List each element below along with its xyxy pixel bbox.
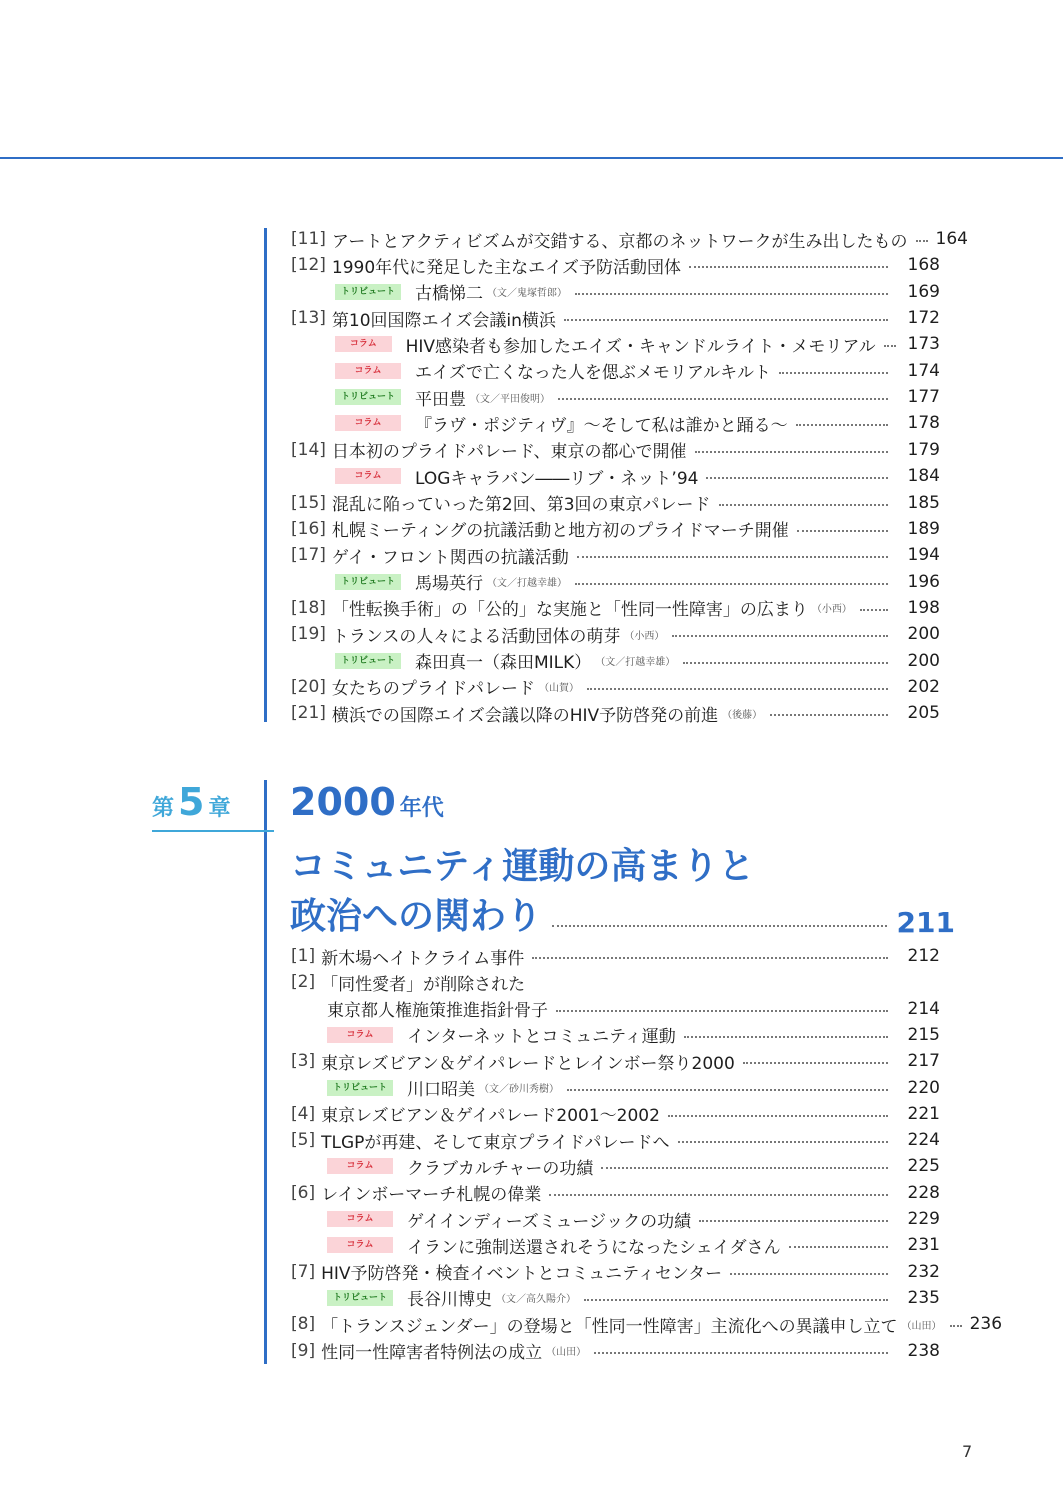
entry-number: [12]: [291, 255, 326, 276]
entry-number: [11]: [291, 229, 326, 249]
chapter-title-line1: コミュニティ運動の高まりと: [290, 846, 755, 887]
toc-entry[interactable]: [291, 969, 940, 995]
entry-title: クラブカルチャーの功績: [407, 1158, 594, 1179]
entry-page-number: 174: [907, 360, 940, 381]
entry-title: トランスの人々による活動団体の萌芽: [331, 626, 621, 647]
toc-entry[interactable]: [291, 305, 940, 331]
entry-title: 古橋悌二: [415, 284, 483, 305]
tribute-badge: トリビュート: [335, 389, 401, 405]
entry-page-number: 173: [907, 334, 940, 355]
entry-author-note: （文／鬼塚哲郎）: [487, 288, 567, 300]
toc-entry[interactable]: [291, 542, 940, 568]
entry-title: 混乱に陥っていった第2回、第3回の東京パレード: [331, 495, 711, 515]
toc-entry[interactable]: [335, 358, 940, 384]
dot-leader: [549, 1194, 888, 1196]
entry-page-number: 229: [907, 1209, 940, 1229]
dot-leader: [719, 504, 888, 506]
entry-title: HIV予防啓発・検査イベントとコミュニティセンター: [321, 1264, 723, 1285]
entry-title: 『ラヴ・ポジティヴ』〜そして私は誰かと踊る〜: [415, 415, 788, 436]
entry-page-number: 205: [907, 703, 940, 724]
entry-title: 森田真一（森田MILK）: [415, 653, 592, 674]
entry-page-number: 184: [907, 466, 940, 487]
entry-number: [5]: [291, 1130, 316, 1151]
entry-title: 性同一性障害者特例法の成立: [321, 1343, 543, 1363]
chapter-decade: [290, 780, 444, 824]
toc-entry[interactable]: [291, 252, 940, 278]
entry-title: 1990年代に発足した主なエイズ予防活動団体: [331, 257, 681, 278]
toc-entry[interactable]: [327, 1285, 940, 1311]
entry-number: [14]: [291, 439, 326, 460]
entry-title: HIV感染者も参加したエイズ・キャンドルライト・メモリアル: [405, 336, 876, 357]
dot-leader: [684, 1036, 888, 1038]
tribute-badge: トリビュート: [335, 574, 401, 590]
page-folio: 7: [962, 1442, 973, 1461]
entry-author-note: （文／打越幸雄）: [595, 657, 676, 669]
entry-title: LOGキャラバン――リブ・ネット’94: [415, 468, 699, 489]
entry-number: [2]: [291, 972, 316, 993]
dot-leader: [601, 1167, 888, 1169]
dot-leader: [532, 957, 888, 959]
chapter-decade-unit: 年代: [399, 796, 444, 821]
toc-entry[interactable]: [291, 943, 940, 969]
entry-title: アートとアクティビズムが交錯する、京都のネットワークが生み出したもの: [331, 231, 908, 252]
entry-page-number: 212: [907, 946, 940, 966]
toc-entry[interactable]: [291, 1311, 1003, 1337]
column-badge: コラム: [335, 468, 401, 484]
entry-author-note: （文／打越幸雄）: [487, 578, 567, 590]
dot-leader: [575, 293, 888, 295]
entry-title: 平田豊: [415, 389, 466, 410]
entry-author-note: （山賀）: [539, 683, 580, 695]
chapter-label: [152, 780, 230, 824]
dot-leader: [770, 714, 888, 716]
entry-page-number: 178: [907, 413, 940, 434]
entry-number: [17]: [291, 545, 326, 566]
dot-leader: [584, 1299, 888, 1301]
dot-leader: [797, 530, 888, 532]
entry-page-number: 164: [935, 229, 968, 249]
entry-title: 東京レズビアン＆ゲイパレードとレインボー祭り2000: [321, 1053, 735, 1074]
toc-entry[interactable]: [291, 621, 940, 647]
tribute-badge: トリビュート: [327, 1080, 393, 1096]
dot-leader: [699, 1220, 888, 1222]
entry-author-note: （山田）: [901, 1320, 942, 1332]
entry-number: [8]: [291, 1314, 316, 1335]
entry-page-number: 225: [907, 1156, 940, 1177]
entry-page-number: 200: [907, 624, 940, 645]
entry-title: ゲイインディーズミュージックの功績: [407, 1211, 692, 1232]
dot-leader: [575, 583, 888, 585]
entry-page-number: 215: [907, 1024, 940, 1045]
entry-title: インターネットとコミュニティ運動: [407, 1027, 676, 1048]
entry-number: [15]: [291, 492, 326, 513]
toc-entry[interactable]: [335, 569, 940, 595]
dot-leader: [706, 477, 888, 479]
toc-entry[interactable]: [327, 1075, 940, 1101]
entry-title: 長谷川博史: [407, 1290, 492, 1311]
toc-entry[interactable]: [335, 410, 940, 436]
toc-entry[interactable]: [335, 279, 940, 305]
entry-page-number: 217: [907, 1051, 940, 1072]
entry-page-number: 200: [907, 650, 940, 671]
chapter-label-prefix: 第: [152, 796, 175, 821]
entry-title: 「同性愛者」が削除された: [321, 974, 526, 995]
dot-leader: [689, 266, 888, 268]
entry-title: 川口昭美: [407, 1080, 475, 1100]
entry-title: エイズで亡くなった人を偲ぶメモリアルキルト: [415, 363, 771, 384]
tribute-badge: トリビュート: [335, 653, 401, 669]
entry-title: 新木場ヘイトクライム事件: [321, 948, 525, 969]
entry-title: 横浜での国際エイズ会議以降のHIV予防啓発の前進: [331, 705, 719, 726]
tribute-badge: トリビュート: [327, 1290, 393, 1306]
column-badge: コラム: [327, 1211, 393, 1227]
column-badge: コラム: [327, 1158, 393, 1174]
toc-entry[interactable]: [291, 226, 968, 252]
column-badge: コラム: [335, 363, 401, 379]
toc-entry[interactable]: [327, 1206, 940, 1232]
toc-entry[interactable]: [335, 331, 940, 357]
entry-page-number: 202: [907, 676, 940, 697]
toc-entry[interactable]: [291, 1180, 940, 1206]
entry-page-number: 196: [907, 571, 940, 592]
dot-leader: [695, 451, 888, 453]
entry-title: 札幌ミーティングの抗議活動と地方初のプライドマーチ開催: [331, 521, 789, 542]
entry-author-note: （小西）: [624, 630, 665, 642]
entry-number: [9]: [291, 1340, 316, 1361]
entry-title: ゲイ・フロント関西の抗議活動: [331, 547, 569, 568]
entry-title: 東京都人権施策推進指針骨子: [327, 1001, 548, 1022]
dot-leader: [860, 609, 888, 611]
entry-page-number: 235: [907, 1287, 940, 1308]
entry-page-number: 198: [907, 597, 940, 618]
entry-number: [3]: [291, 1051, 316, 1072]
dot-leader: [884, 345, 896, 347]
entry-page-number: 228: [907, 1182, 940, 1203]
dot-leader: [558, 398, 888, 400]
entry-title: 日本初のプライドパレード、東京の都心で開催: [331, 442, 687, 463]
entry-title: 馬場英行: [415, 574, 483, 595]
dot-leader: [556, 1010, 888, 1012]
toc-entry[interactable]: [291, 490, 940, 516]
toc-entry[interactable]: [327, 1153, 940, 1179]
entry-page-number: 231: [907, 1235, 940, 1256]
entry-number: [16]: [291, 518, 326, 539]
entry-number: [7]: [291, 1261, 316, 1282]
toc-entry[interactable]: [291, 1127, 940, 1153]
entry-page-number: 185: [907, 492, 940, 513]
entry-title: 「性転換手術」の「公的」な実施と「性同一性障害」の広まり: [331, 600, 808, 621]
entry-page-number: 168: [907, 255, 940, 276]
toc-entry[interactable]: [291, 674, 940, 700]
dot-leader: [672, 635, 888, 637]
toc-entry[interactable]: [291, 1048, 940, 1074]
entry-author-note: （山田）: [546, 1347, 587, 1358]
dot-leader: [779, 372, 888, 374]
entry-page-number: 238: [907, 1340, 940, 1361]
entry-page-number: 189: [907, 518, 940, 539]
dot-leader: [916, 240, 928, 242]
entry-page-number: 221: [907, 1103, 940, 1124]
dot-leader: [950, 1325, 962, 1327]
section-bar-part4: [264, 228, 267, 722]
toc-entry[interactable]: [327, 996, 940, 1022]
entry-number: [18]: [291, 597, 326, 618]
entry-title: 東京レズビアン＆ゲイパレード2001〜2002: [321, 1106, 660, 1127]
header-rule: [0, 157, 1063, 159]
entry-page-number: 194: [907, 545, 940, 566]
entry-page-number: 214: [907, 998, 940, 1019]
entry-page-number: 169: [907, 281, 940, 302]
entry-author-note: （文／平田俊明）: [470, 393, 550, 405]
chapter-decade-year: 2000: [290, 780, 396, 824]
entry-page-number: 172: [907, 308, 940, 329]
entry-number: [4]: [291, 1103, 316, 1124]
dot-leader: [743, 1062, 888, 1064]
entry-page-number: 224: [907, 1130, 940, 1151]
dot-leader: [587, 688, 888, 690]
entry-title: TLGPが再建、そして東京プライドパレードへ: [321, 1132, 670, 1153]
section-bar-chapter5: [264, 780, 267, 1364]
toc-entry[interactable]: [335, 384, 940, 410]
dot-leader: [567, 1089, 888, 1091]
toc-entry[interactable]: [291, 1259, 940, 1285]
entry-title: 女たちのプライドパレード: [331, 679, 536, 700]
entry-title: レインボーマーチ札幌の偉業: [321, 1185, 542, 1206]
dot-leader: [789, 1246, 888, 1248]
entry-title: イランに強制送還されそうになったシェイダさん: [407, 1237, 781, 1258]
toc-entry[interactable]: [291, 1101, 940, 1127]
chapter-rule: [152, 830, 274, 832]
entry-title: 「トランスジェンダー」の登場と「性同一性障害」主流化への異議申し立て: [321, 1316, 898, 1337]
chapter-title-row[interactable]: [290, 888, 955, 939]
column-badge: コラム: [335, 336, 392, 352]
entry-title: 第10回国際エイズ会議in横浜: [331, 310, 556, 331]
toc-entry[interactable]: [291, 437, 940, 463]
dot-leader: [552, 925, 887, 927]
column-badge: コラム: [335, 415, 401, 431]
entry-page-number: 177: [907, 387, 940, 408]
entry-page-number: 236: [969, 1314, 1003, 1335]
dot-leader: [796, 424, 888, 426]
entry-number: [19]: [291, 624, 326, 645]
entry-page-number: 232: [907, 1261, 940, 1282]
toc-entry[interactable]: [291, 595, 940, 621]
chapter-page-number: 211: [896, 906, 955, 939]
entry-page-number: 220: [907, 1077, 940, 1098]
entry-number: [13]: [291, 308, 326, 329]
entry-page-number: 179: [907, 439, 940, 460]
dot-leader: [594, 1352, 888, 1354]
toc-entry[interactable]: [291, 516, 940, 542]
tribute-badge: トリビュート: [335, 284, 401, 300]
entry-number: [1]: [291, 946, 316, 966]
column-badge: コラム: [327, 1237, 393, 1253]
column-badge: コラム: [327, 1027, 393, 1043]
dot-leader: [683, 662, 888, 664]
chapter-number: 5: [178, 780, 205, 824]
dot-leader: [678, 1141, 888, 1143]
entry-author-note: （小西）: [811, 604, 852, 616]
toc-entry[interactable]: [335, 463, 940, 489]
toc-entry[interactable]: [327, 1232, 940, 1258]
chapter-title-line2: 政治への関わり: [290, 896, 543, 937]
entry-author-note: （文／砂川秀樹）: [479, 1084, 559, 1095]
dot-leader: [668, 1115, 888, 1117]
dot-leader: [577, 556, 888, 558]
chapter-label-suffix: 章: [208, 796, 231, 821]
entry-author-note: （文／高久陽介）: [496, 1294, 576, 1306]
entry-number: [20]: [291, 676, 326, 697]
entry-number: [21]: [291, 703, 326, 724]
toc-entry[interactable]: [327, 1022, 940, 1048]
dot-leader: [564, 319, 888, 321]
toc-entry[interactable]: [335, 648, 940, 674]
entry-author-note: （後藤）: [722, 709, 763, 721]
entry-number: [6]: [291, 1182, 316, 1203]
toc-entry[interactable]: [291, 700, 940, 726]
toc-entry[interactable]: [291, 1338, 940, 1364]
dot-leader: [730, 1273, 888, 1275]
